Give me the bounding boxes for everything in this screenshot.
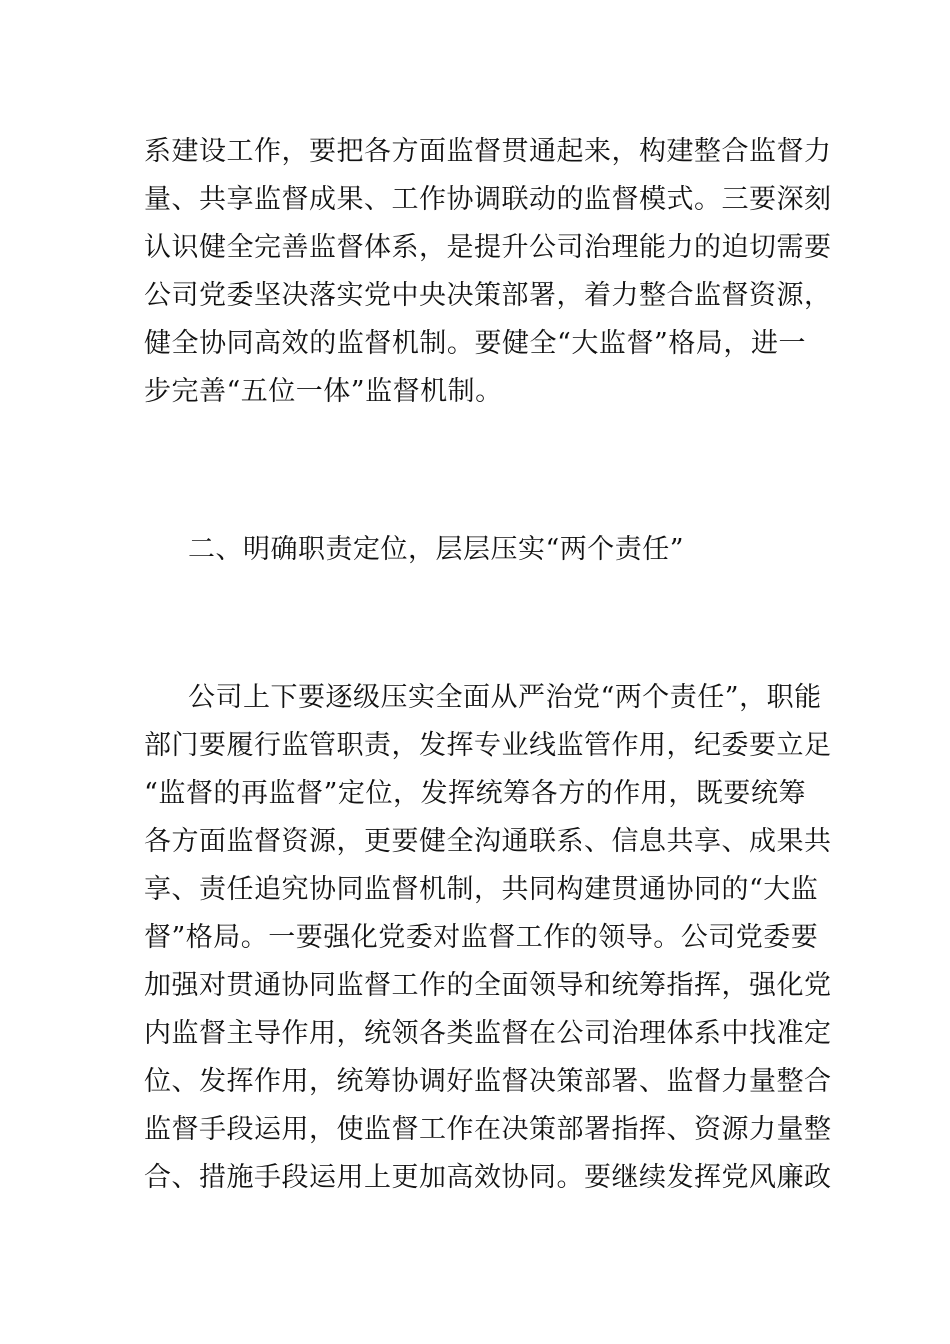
paragraph-1-line-3: 认识健全完善监督体系，是提升公司治理能力的迫切需要 (144, 232, 832, 263)
paragraph-2-line-2: 部门要履行监管职责，发挥专业线监管作用，纪委要立足 (144, 730, 832, 761)
paragraph-1-line-5: 健全协同高效的监督机制。要健全“大监督”格局，进一 (144, 328, 806, 359)
paragraph-2-line-5: 享、责任追究协同监督机制，共同构建贯通协同的“大监 (144, 874, 819, 905)
section-heading: 二、明确职责定位，层层压实“两个责任” (188, 534, 685, 565)
paragraph-2-line-11: 合、措施手段运用上更加高效协同。要继续发挥党风廉政 (144, 1162, 832, 1193)
paragraph-2-line-4: 各方面监督资源，更要健全沟通联系、信息共享、成果共 (144, 826, 832, 857)
paragraph-2-line-10: 监督手段运用，使监督工作在决策部署指挥、资源力量整 (144, 1114, 832, 1145)
paragraph-2-line-8: 内监督主导作用，统领各类监督在公司治理体系中找准定 (144, 1018, 832, 1049)
paragraph-2-line-7: 加强对贯通协同监督工作的全面领导和统筹指挥，强化党 (144, 970, 832, 1001)
paragraph-2-line-9: 位、发挥作用，统筹协调好监督决策部署、监督力量整合 (144, 1066, 832, 1097)
paragraph-2-line-6: 督”格局。一要强化党委对监督工作的领导。公司党委要 (144, 922, 819, 953)
paragraph-2-line-1: 公司上下要逐级压实全面从严治党“两个责任”，职能 (188, 682, 822, 713)
paragraph-1-line-1: 系建设工作，要把各方面监督贯通起来，构建整合监督力 (144, 136, 832, 167)
paragraph-1-line-4: 公司党委坚决落实党中央决策部署，着力整合监督资源， (144, 280, 832, 311)
paragraph-1-line-2: 量、共享监督成果、工作协调联动的监督模式。三要深刻 (144, 184, 832, 215)
paragraph-2-line-3: “监督的再监督”定位，发挥统筹各方的作用，既要统筹 (144, 778, 806, 809)
paragraph-1-line-6: 步完善“五位一体”监督机制。 (144, 376, 503, 407)
